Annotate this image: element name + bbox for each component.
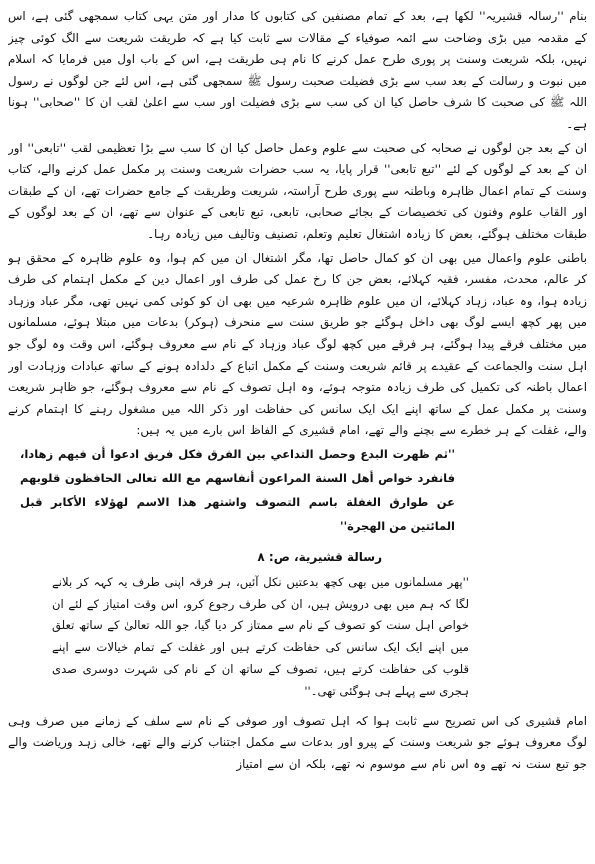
- quotation-reference: رسالة قشيرية، ص: ٨: [257, 549, 382, 564]
- body-paragraph-2: ان کے بعد جن لوگوں نے صحابہ کی صحبت سے علوم وعمل حاصل کیا ان کا سب سے بڑا تعظیمی لقب ''تابعی'' اور ان کے بعد کے لوگوں کے لئے ''تبع تابعی'' قرار پایا، یہ سب حضرات شریعت وسنت پر مکمل عمل کرنے والے، کتاب وسنت کے تمام اعمال ظاہرہ وباطنہ سے پوری طرح آراستہ، شریعت وطریقت کے جامع حضرات تھے، ان کے طبقات اور القاب علوم وفنون کی تخصیصات کے بجائے صحابی، تابعی، تبع تابعی کے عنوان سے تھے، ان کے بعد لوگوں کے طبقات مختلف ہوگئے، بعض کا زیادہ اشتغال تعلیم وتعلم، تصنیف وتالیف میں زیادہ رہا۔: [8, 140, 587, 241]
- body-paragraph-3: باطنی علوم واعمال میں بھی ان کو کمال حاصل تھا، مگر اشتغال ان میں کم ہوا، وہ علوم ظاہرہ کے محقق ہو کر عالم، محدث، مفسر، فقیہ کہلائے، بعض جن کا رخ عمل کی طرف اور اعمال دین کے مکمل اہتمام کی طرف زیادہ ہوا، وہ عباد، زہاد کہلائے، ان میں علوم ظاہرہ شرعیہ میں بھی ان کو کوئی کمی نہیں تھی، مگر عباد وزہاد میں پھر کچھ ایسے لوگ بھی داخل ہوگئے جو طریق سنت سے منحرف (ہوکر) بدعات میں مبتلا ہوئے، مسلمانوں میں مختلف فرقے پیدا ہوگئے، ہر فرقے میں کچھ لوگ عباد وزہاد کے نام سے معروف ہوگئے، اس وقت وہ لوگ جو اہل سنت والجماعت کے عقیدے پر قائم شریعت وسنت کے مکمل اتباع کے دلدادہ ہونے کے ساتھ عبادات وزہادت اور اعمال باطنہ کی تکمیل کی طرف زیادہ متوجہ ہوئے، وہ اہل تصوف کے نام سے معروف ہوگئے، جو ظاہر شریعت وسنت پر مکمل عمل کے ساتھ اپنے ایک ایک سانس کی حفاظت اور ذکر اللہ میں مشغول رہنے کا اہتمام کرنے والے، غفلت کے ہر خطرے سے بچنے والے تھے، امام قشیری کے الفاظ اس بارے میں یہ ہیں:: [8, 250, 587, 438]
- body-paragraph-1: بنام ''رسالہ قشیریہ'' لکھا ہے، بعد کے تمام مصنفین کی کتابوں کا مدار اور متن یہی کتاب سمجھی گئی ہے، اس کے مقدمہ میں بڑی وضاحت سے ائمہ صوفیاء کے مقالات سے ثابت کیا ہے کہ طریقت شریعت سے الگ کوئی چیز نہیں، بلکہ شریعت وسنت پر پوری طرح عمل کرنے کا نام ہی طریقت ہے، اس کے باب اول میں فرمایا کہ اسلام میں نبوت و رسالت کے بعد سب سے بڑی فضیلت صحبت رسول ﷺ سمجھی گئی ہے، اس لئے جن لوگوں نے رسول اللہ ﷺ کی صحبت کا شرف حاصل کیا ان کی سب سے بڑی فضیلت اور سب سے اعلیٰ لقب ان کا ''صحابی'' ہونا ہے۔: [8, 9, 587, 131]
- body-paragraph-4: امام قشیری کی اس تصریح سے ثابت ہوا کہ اہل تصوف اور صوفی کے نام سے سلف کے زمانے میں صرف وہی لوگ معروف ہوئے جو شریعت وسنت کے پیرو اور بدعات سے مکمل اجتناب کرنے والے تھے، خالی زہد وریاضت والے جو تبع سنت نہ تھے وہ اس نام سے موسوم نہ تھے، بلکہ ان سے امتیاز: [8, 713, 587, 771]
- arabic-quotation: ''ثم ظهرت البدع وحصل التداعي بين الفرق فكل فريق ادعوا أن فيهم زهادا، فانفرد خواص أهل السنة المراعون أنفاسهم مع الله تعالى الحافظون قلوبهم عن طوارق الغفلة باسم التصوف واشتهر هذا الاسم لهؤلاء الأكابر قبل المائتين من الهجرة'': [20, 446, 455, 533]
- urdu-translation-quote: ''پھر مسلمانوں میں بھی کچھ بدعتیں نکل آئیں، ہر فرقہ اپنی طرف یہ کہہ کر بلانے لگا کہ ہم میں بھی درویش ہیں، ان کی طرف رجوع کرو، اس وقت امتیاز کے لئے ان خواص اہل سنت کو تصوف کے نام سے ممتاز کر دیا گیا، جو اللہ تعالیٰ کے ساتھ تعلق میں اپنے ایک ایک سانس کی حفاظت کرتے ہیں اور غفلت کے تمام خیالات سے اپنے قلوب کی حفاظت کرتے ہیں، تصوف کے ساتھ ان کے نام کی شہرت دوسری صدی ہجری سے پہلے ہی ہوگئی تھی۔'': [52, 574, 469, 698]
- document-page: [8, 6, 587, 858]
